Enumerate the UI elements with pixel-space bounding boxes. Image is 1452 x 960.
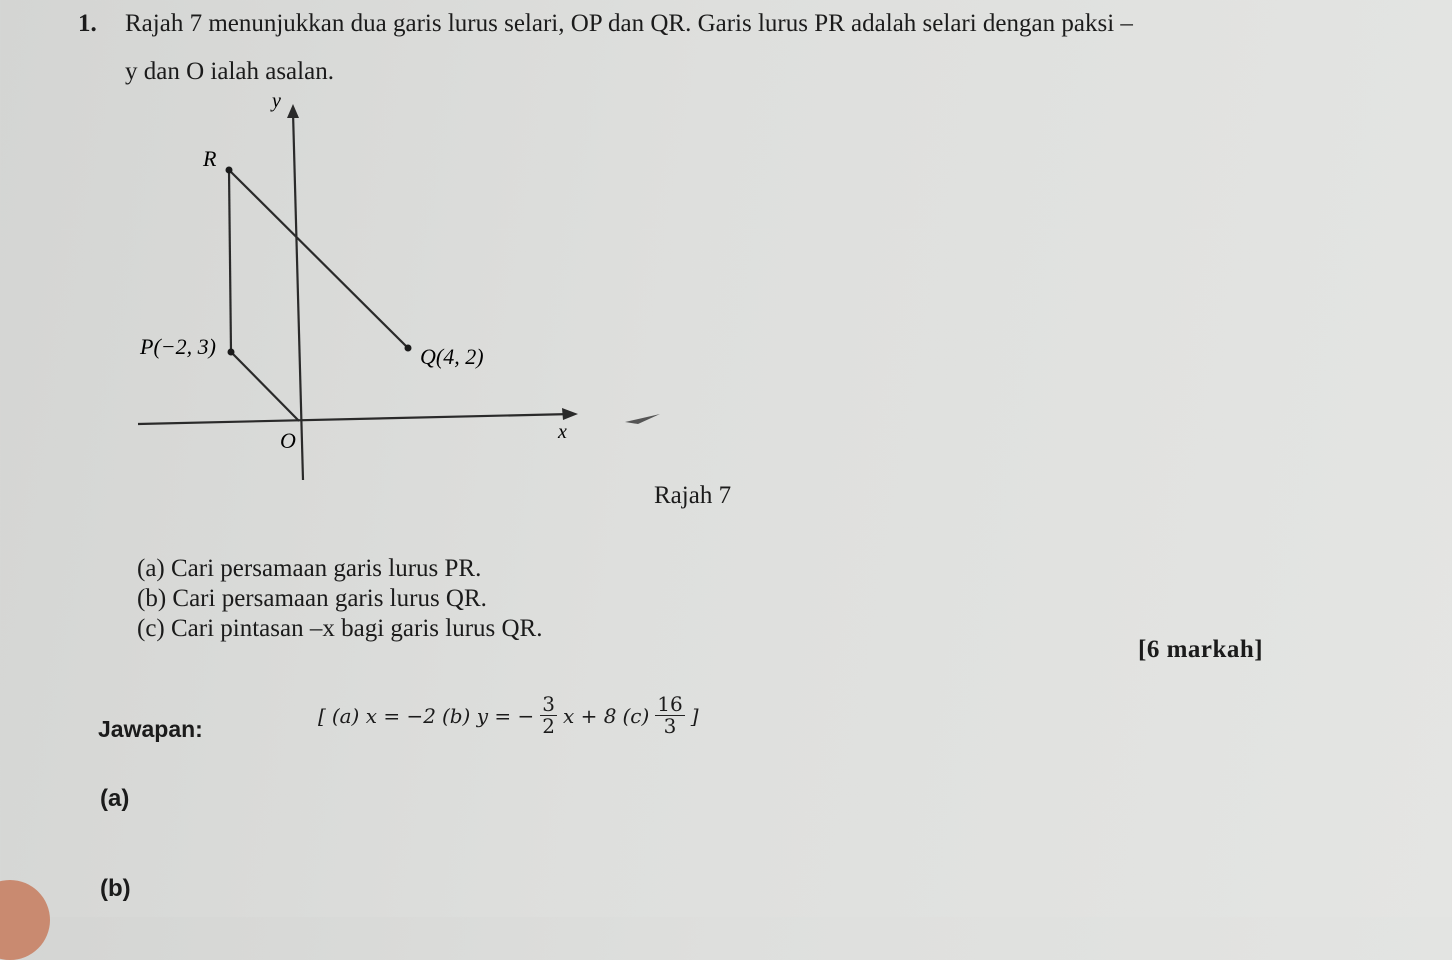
y-axis — [293, 112, 303, 480]
part-b-text: Cari persamaan garis lurus QR. — [172, 585, 487, 612]
jawapan-label: Jawapan: — [98, 716, 203, 742]
line-op — [231, 352, 299, 421]
x-axis-label: x — [558, 421, 567, 443]
answer-space-b-label: (b) — [100, 875, 131, 902]
line-pr — [229, 170, 231, 352]
question-number: 1. — [78, 10, 97, 37]
part-a-label: (a) — [137, 555, 165, 582]
part-a-text: Cari persamaan garis lurus PR. — [171, 555, 482, 582]
answer-c-denominator: 3 — [663, 714, 677, 738]
point-q — [405, 345, 412, 352]
pencil-mark — [625, 414, 660, 424]
answer-a: (a) x = −2 — [331, 703, 436, 728]
answer-c-prefix: (c) — [622, 703, 650, 728]
origin-label: O — [280, 428, 296, 453]
point-r-label: R — [203, 146, 217, 171]
answer-c-numerator: 16 — [657, 692, 683, 716]
answer-space-a-label: (a) — [100, 785, 130, 812]
part-c-label: (c) — [137, 615, 165, 642]
answer-b-suffix: x + 8 — [562, 703, 617, 728]
marks-total: [6 markah] — [1138, 636, 1264, 663]
question-intro-line-2: y dan O ialah asalan. — [125, 58, 334, 85]
point-q-label: Q(4, 2) — [420, 344, 484, 369]
point-p-label: P(−2, 3) — [140, 334, 216, 359]
answer-b-fraction — [540, 694, 557, 737]
x-axis — [138, 414, 572, 424]
point-r — [226, 167, 233, 174]
answer-c-fraction — [655, 694, 684, 737]
y-axis-arrow — [287, 104, 299, 118]
y-axis-label: y — [272, 90, 281, 112]
answer-b-prefix: (b) y = − — [441, 703, 535, 728]
answer-key — [318, 694, 699, 737]
part-a — [137, 555, 481, 583]
part-b-label: (b) — [137, 585, 167, 612]
point-p — [228, 349, 235, 356]
answer-close-bracket: ] — [690, 703, 699, 728]
answer-b-denominator: 2 — [542, 714, 555, 738]
question-intro-line-1: Rajah 7 menunjukkan dua garis lurus selari, OP dan QR. Garis lurus PR adalah selari dengan paksi – — [125, 10, 1133, 37]
answer-b-numerator: 3 — [542, 692, 555, 716]
x-axis-arrow — [562, 408, 578, 420]
answer-open-bracket: [ — [318, 703, 326, 728]
figure-caption: Rajah 7 — [654, 482, 732, 509]
line-qr — [229, 170, 408, 348]
part-b — [137, 585, 487, 613]
part-c-text: Cari pintasan –x bagi garis lurus QR. — [171, 615, 543, 642]
part-c — [137, 615, 542, 643]
